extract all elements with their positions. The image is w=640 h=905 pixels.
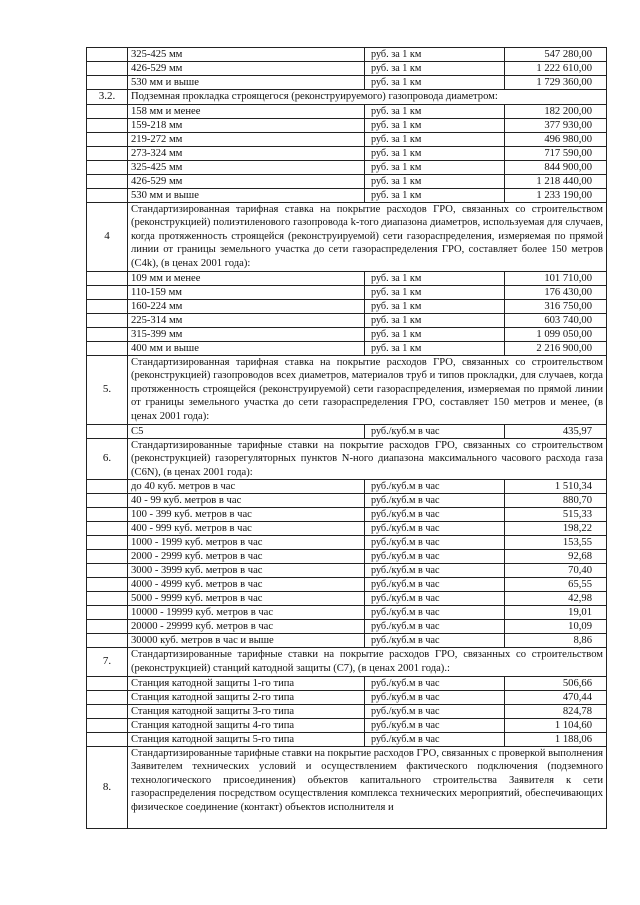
item-unit: руб./куб.м в час — [365, 592, 505, 606]
item-price: 1 218 440,00 — [505, 174, 607, 188]
number-cell-empty — [87, 718, 128, 732]
section-description: Стандартизированная тарифная ставка на покрытие расходов ГРО, связанных со строительством (реконструкцией) газопроводов всех диаметров, материалов труб и типов прокладки, для случаев, когда протяженность строящейся (реконструируемой) сети газораспределения, измеряемая по прямой линии от границы земельного участка до сети газораспределения ГРО, составляет 150 метров и менее, (в ценах 2001 года): — [128, 355, 607, 424]
item-name: 426-529 мм — [128, 174, 365, 188]
item-unit: руб. за 1 км — [365, 118, 505, 132]
table-row — [87, 299, 607, 313]
item-name: 2000 - 2999 куб. метров в час — [128, 550, 365, 564]
table-row — [87, 704, 607, 718]
item-unit: руб. за 1 км — [365, 313, 505, 327]
item-unit: руб./куб.м в час — [365, 606, 505, 620]
number-cell-empty — [87, 341, 128, 355]
item-price: 8,86 — [505, 634, 607, 648]
number-cell-empty — [87, 606, 128, 620]
table-row — [87, 327, 607, 341]
section-number: 4 — [87, 202, 128, 271]
item-unit: руб. за 1 км — [365, 299, 505, 313]
section-description: Стандартизированная тарифная ставка на покрытие расходов ГРО, связанных со строительством (реконструкцией) полиэтиленового газопровода k-того диапазона диаметров, используемая для случаев, когда протяженность строящейся (реконструируемой) сети газораспределения, измеряемая по прямой линии от границы земельного участка до сети газораспределения ГРО, составляет более 150 метров (С4k), (в ценах 2001 года): — [128, 202, 607, 271]
item-price: 470,44 — [505, 690, 607, 704]
section-number: 7. — [87, 648, 128, 676]
number-cell-empty — [87, 536, 128, 550]
item-price: 844 900,00 — [505, 160, 607, 174]
number-cell-empty — [87, 620, 128, 634]
item-name: 3000 - 3999 куб. метров в час — [128, 564, 365, 578]
number-cell-empty — [87, 424, 128, 438]
table-row — [87, 313, 607, 327]
item-name: 1000 - 1999 куб. метров в час — [128, 536, 365, 550]
item-name: 426-529 мм — [128, 62, 365, 76]
table-row — [87, 494, 607, 508]
table-row — [87, 690, 607, 704]
item-unit: руб./куб.м в час — [365, 690, 505, 704]
number-cell-empty — [87, 508, 128, 522]
item-unit: руб./куб.м в час — [365, 480, 505, 494]
tariff-table-body — [87, 48, 607, 829]
section-row — [87, 202, 607, 271]
item-price: 603 740,00 — [505, 313, 607, 327]
item-name: 219-272 мм — [128, 132, 365, 146]
section-row — [87, 355, 607, 424]
item-price: 496 980,00 — [505, 132, 607, 146]
item-name: 30000 куб. метров в час и выше — [128, 634, 365, 648]
item-name: 110-159 мм — [128, 285, 365, 299]
item-unit: руб. за 1 км — [365, 62, 505, 76]
item-name: 400 мм и выше — [128, 341, 365, 355]
item-price: 153,55 — [505, 536, 607, 550]
number-cell-empty — [87, 690, 128, 704]
number-cell-empty — [87, 676, 128, 690]
item-name: 20000 - 29999 куб. метров в час — [128, 620, 365, 634]
item-price: 10,09 — [505, 620, 607, 634]
item-price: 506,66 — [505, 676, 607, 690]
section-row — [87, 648, 607, 676]
item-name: Станция катодной защиты 2-го типа — [128, 690, 365, 704]
item-price: 717 590,00 — [505, 146, 607, 160]
item-name: 315-399 мм — [128, 327, 365, 341]
item-unit: руб. за 1 км — [365, 174, 505, 188]
item-unit: руб. за 1 км — [365, 327, 505, 341]
item-price: 515,33 — [505, 508, 607, 522]
item-name: 40 - 99 куб. метров в час — [128, 494, 365, 508]
number-cell-empty — [87, 76, 128, 90]
item-price: 316 750,00 — [505, 299, 607, 313]
item-price: 1 233 190,00 — [505, 188, 607, 202]
item-name: Станция катодной защиты 4-го типа — [128, 718, 365, 732]
number-cell-empty — [87, 564, 128, 578]
table-row — [87, 634, 607, 648]
number-cell-empty — [87, 174, 128, 188]
item-name: Станция катодной защиты 5-го типа — [128, 732, 365, 746]
number-cell-empty — [87, 578, 128, 592]
table-row — [87, 536, 607, 550]
number-cell-empty — [87, 48, 128, 62]
item-unit: руб./куб.м в час — [365, 536, 505, 550]
item-name: 530 мм и выше — [128, 76, 365, 90]
number-cell-empty — [87, 271, 128, 285]
item-unit: руб./куб.м в час — [365, 522, 505, 536]
number-cell-empty — [87, 634, 128, 648]
table-row — [87, 132, 607, 146]
item-name: 160-224 мм — [128, 299, 365, 313]
number-cell-empty — [87, 118, 128, 132]
table-row — [87, 620, 607, 634]
table-row — [87, 160, 607, 174]
item-unit: руб./куб.м в час — [365, 634, 505, 648]
number-cell-empty — [87, 299, 128, 313]
number-cell-empty — [87, 592, 128, 606]
item-price: 176 430,00 — [505, 285, 607, 299]
table-row — [87, 480, 607, 494]
number-cell-empty — [87, 188, 128, 202]
item-name: 100 - 399 куб. метров в час — [128, 508, 365, 522]
item-name: 10000 - 19999 куб. метров в час — [128, 606, 365, 620]
section-number: 5. — [87, 355, 128, 424]
table-row — [87, 592, 607, 606]
item-name: 109 мм и менее — [128, 271, 365, 285]
item-unit: руб. за 1 км — [365, 271, 505, 285]
item-unit: руб./куб.м в час — [365, 676, 505, 690]
table-row — [87, 341, 607, 355]
item-unit: руб. за 1 км — [365, 146, 505, 160]
item-unit: руб./куб.м в час — [365, 718, 505, 732]
section-number: 8. — [87, 746, 128, 829]
table-row — [87, 285, 607, 299]
item-price: 880,70 — [505, 494, 607, 508]
table-row — [87, 271, 607, 285]
item-unit: руб. за 1 км — [365, 48, 505, 62]
section-description: Подземная прокладка строящегося (реконструируемого) газопровода диаметром: — [128, 90, 607, 105]
table-row — [87, 146, 607, 160]
number-cell-empty — [87, 62, 128, 76]
item-unit: руб. за 1 км — [365, 285, 505, 299]
item-name: Станция катодной защиты 3-го типа — [128, 704, 365, 718]
item-name: 325-425 мм — [128, 160, 365, 174]
item-name: С5 — [128, 424, 365, 438]
number-cell-empty — [87, 160, 128, 174]
number-cell-empty — [87, 327, 128, 341]
table-row — [87, 118, 607, 132]
item-unit: руб. за 1 км — [365, 104, 505, 118]
item-unit: руб./куб.м в час — [365, 704, 505, 718]
section-description: Стандартизированные тарифные ставки на покрытие расходов ГРО, связанных со строительством (реконструкцией) станций катодной защиты (С7), (в ценах 2001 года).: — [128, 648, 607, 676]
item-unit: руб./куб.м в час — [365, 578, 505, 592]
number-cell-empty — [87, 285, 128, 299]
item-price: 1 222 610,00 — [505, 62, 607, 76]
item-price: 2 216 900,00 — [505, 341, 607, 355]
item-price: 1 099 050,00 — [505, 327, 607, 341]
item-price: 65,55 — [505, 578, 607, 592]
section-row — [87, 90, 607, 105]
item-name: 158 мм и менее — [128, 104, 365, 118]
table-row — [87, 188, 607, 202]
item-unit: руб./куб.м в час — [365, 620, 505, 634]
item-name: 225-314 мм — [128, 313, 365, 327]
item-unit: руб. за 1 км — [365, 188, 505, 202]
section-number: 3.2. — [87, 90, 128, 105]
tariff-table — [86, 47, 607, 829]
table-row — [87, 578, 607, 592]
item-price: 1 188,06 — [505, 732, 607, 746]
table-row — [87, 508, 607, 522]
item-name: 530 мм и выше — [128, 188, 365, 202]
item-price: 182 200,00 — [505, 104, 607, 118]
item-name: 5000 - 9999 куб. метров в час — [128, 592, 365, 606]
number-cell-empty — [87, 132, 128, 146]
section-row — [87, 746, 607, 829]
item-unit: руб. за 1 км — [365, 160, 505, 174]
item-name: 159-218 мм — [128, 118, 365, 132]
table-row — [87, 174, 607, 188]
table-row — [87, 62, 607, 76]
table-row — [87, 606, 607, 620]
item-price: 435,97 — [505, 424, 607, 438]
number-cell-empty — [87, 313, 128, 327]
table-row — [87, 424, 607, 438]
item-unit: руб./куб.м в час — [365, 424, 505, 438]
item-unit: руб. за 1 км — [365, 341, 505, 355]
number-cell-empty — [87, 704, 128, 718]
item-price: 19,01 — [505, 606, 607, 620]
item-price: 1 104,60 — [505, 718, 607, 732]
item-name: 273-324 мм — [128, 146, 365, 160]
item-unit: руб./куб.м в час — [365, 732, 505, 746]
item-price: 377 930,00 — [505, 118, 607, 132]
section-row — [87, 438, 607, 480]
number-cell-empty — [87, 494, 128, 508]
item-unit: руб./куб.м в час — [365, 550, 505, 564]
table-row — [87, 104, 607, 118]
table-row — [87, 564, 607, 578]
item-price: 198,22 — [505, 522, 607, 536]
section-number: 6. — [87, 438, 128, 480]
item-price: 92,68 — [505, 550, 607, 564]
item-price: 1 510,34 — [505, 480, 607, 494]
item-price: 70,40 — [505, 564, 607, 578]
item-name: 400 - 999 куб. метров в час — [128, 522, 365, 536]
item-price: 42,98 — [505, 592, 607, 606]
table-row — [87, 522, 607, 536]
item-name: до 40 куб. метров в час — [128, 480, 365, 494]
item-name: Станция катодной защиты 1-го типа — [128, 676, 365, 690]
number-cell-empty — [87, 480, 128, 494]
item-price: 101 710,00 — [505, 271, 607, 285]
table-row — [87, 48, 607, 62]
item-unit: руб./куб.м в час — [365, 494, 505, 508]
table-row — [87, 550, 607, 564]
item-unit: руб./куб.м в час — [365, 564, 505, 578]
table-row — [87, 732, 607, 746]
item-unit: руб. за 1 км — [365, 76, 505, 90]
number-cell-empty — [87, 550, 128, 564]
item-unit: руб. за 1 км — [365, 132, 505, 146]
table-row — [87, 76, 607, 90]
number-cell-empty — [87, 522, 128, 536]
number-cell-empty — [87, 732, 128, 746]
item-unit: руб./куб.м в час — [365, 508, 505, 522]
item-name: 325-425 мм — [128, 48, 365, 62]
section-description: Стандартизированные тарифные ставки на покрытие расходов ГРО, связанных со строительством (реконструкцией) газорегуляторных пунктов N-ного диапазона максимального часового расхода газа (С6N), (в ценах 2001 года): — [128, 438, 607, 480]
section-description: Стандартизированные тарифные ставки на покрытие расходов ГРО, связанных с проверкой выполнения Заявителем технических условий и осуществлением фактического подключения (подземного технологического присоединения) объектов капитального строительства Заявителя к сети газораспределения посредством осуществления комплекса технических мероприятий, обеспечивающих физическое соединение (контакт) объектов исполнителя и — [128, 746, 607, 829]
item-price: 824,78 — [505, 704, 607, 718]
number-cell-empty — [87, 104, 128, 118]
table-row — [87, 718, 607, 732]
item-price: 547 280,00 — [505, 48, 607, 62]
number-cell-empty — [87, 146, 128, 160]
item-name: 4000 - 4999 куб. метров в час — [128, 578, 365, 592]
item-price: 1 729 360,00 — [505, 76, 607, 90]
table-row — [87, 676, 607, 690]
